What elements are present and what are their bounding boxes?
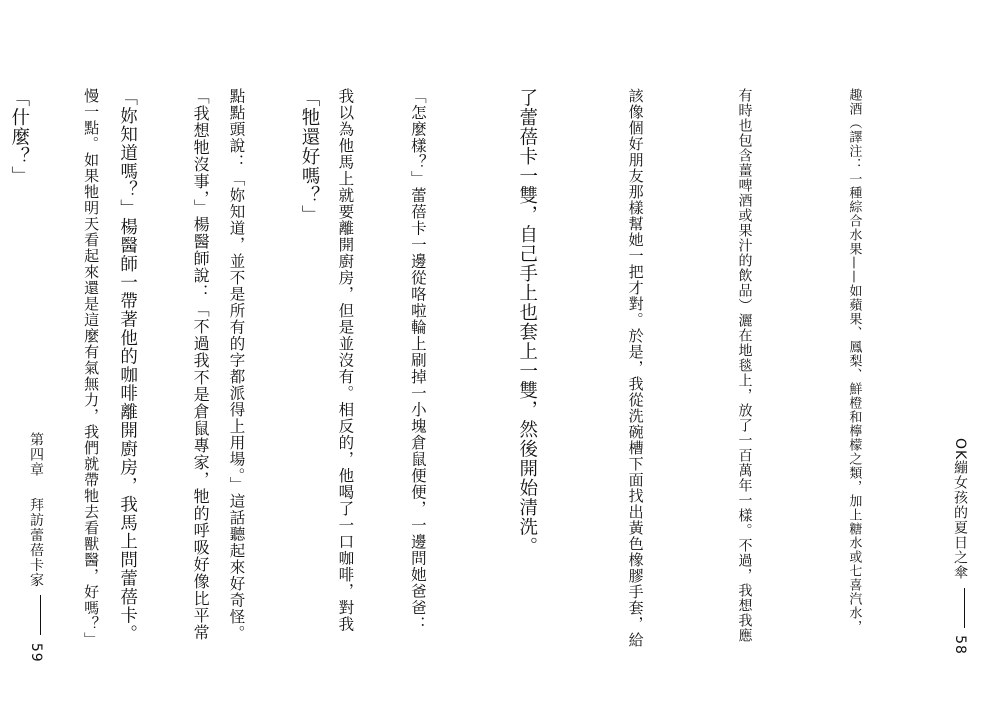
body-line: 「妳知道嗎？」楊醫師一帶著他的咖啡離開廚房，我馬上問蕾蓓卡。 bbox=[117, 88, 138, 643]
body-line: 點點頭說：「妳知道，並不是所有的字都派得上用場。」這話聽起來好奇怪。 bbox=[227, 88, 246, 642]
header-rule bbox=[40, 595, 41, 635]
body-line: 了蕾蓓卡一雙，自己手上也套上一雙，然後開始清洗。 bbox=[516, 88, 538, 556]
body-line: 慢一點。如果牠明天看起來還是這麼有氣無力，我們就帶牠去看獸醫，好嗎？」 bbox=[82, 88, 101, 648]
body-line: 「我想牠沒事，」楊醫師說：「不過我不是倉鼠專家，牠的呼吸好像比平常 bbox=[191, 88, 211, 641]
chapter-label: 第四章 bbox=[28, 432, 44, 477]
body-line: 「牠還好嗎？」 bbox=[298, 88, 320, 225]
body-line: 趣酒（譯注：一種綜合水果——如蘋果、鳳梨、鮮橙和檸檬之類，加上糖水或七喜汽水， bbox=[846, 88, 862, 634]
header-rule bbox=[964, 588, 965, 628]
body-line: 「怎麼樣？」蕾蓓卡一邊從咯啦輪上刷掉一小塊倉鼠便便，一邊問她爸爸： bbox=[408, 88, 427, 633]
running-head-left bbox=[26, 432, 46, 663]
chapter-title: 拜訪蕾蓓卡家 bbox=[28, 497, 44, 588]
body-line: 我以為他馬上就要離開廚房，但是並沒有。相反的，他喝了一口咖啡，對我 bbox=[336, 88, 355, 633]
page-number: 58 bbox=[952, 635, 968, 655]
body-line: 有時也包含薑啤酒或果汁的飲品）灑在地毯上，放了一百萬年一樣。不過，我想我應 bbox=[736, 88, 753, 643]
book-title: OK繃女孩的夏日之傘 bbox=[952, 438, 968, 581]
body-line: 該像個好朋友那樣幫她一把才對。於是，我從洗碗槽下面找出黃色橡膠手套，給 bbox=[626, 88, 645, 648]
running-head-right bbox=[950, 438, 970, 655]
body-line: 「什麼？」 bbox=[8, 88, 30, 186]
page-number: 59 bbox=[28, 642, 44, 663]
